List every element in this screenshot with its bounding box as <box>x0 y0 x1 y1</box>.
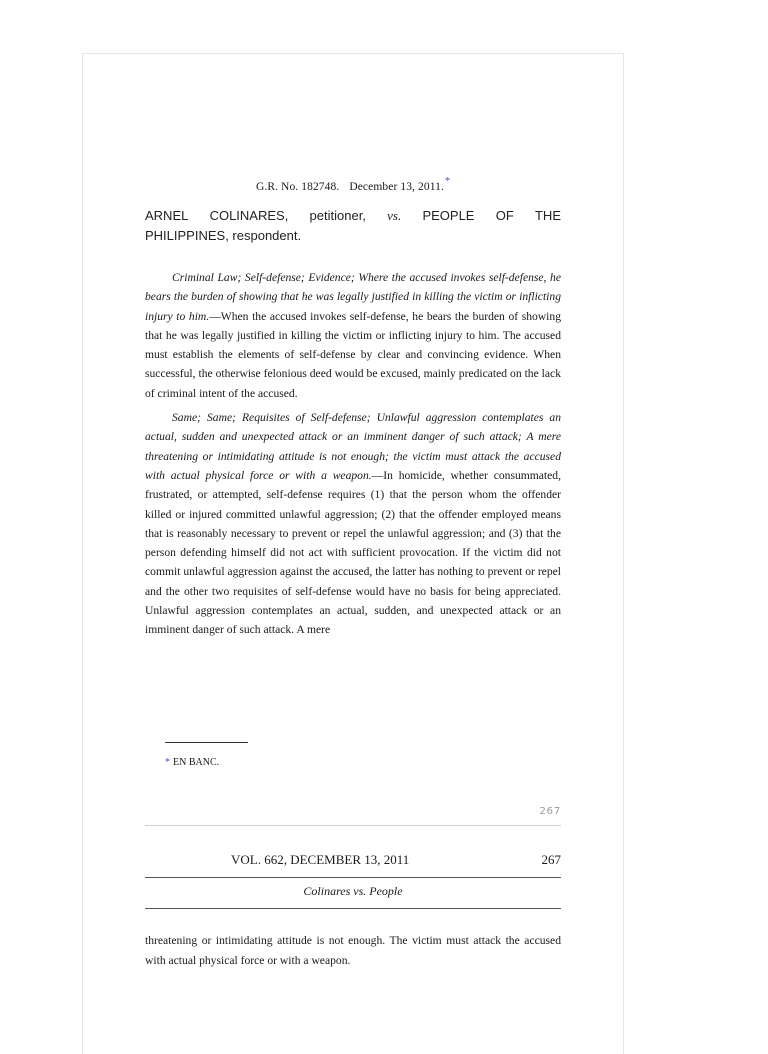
party-word: OF <box>495 208 514 223</box>
party-word: petitioner, <box>309 208 366 223</box>
case-caption <box>145 176 561 193</box>
footnote-marker-link[interactable]: * <box>444 176 451 187</box>
syllabus-paragraph-1 <box>145 268 561 403</box>
footnote-text: EN BANC. <box>173 757 220 768</box>
parties-line-1 <box>145 206 561 226</box>
syllabus-headnote: Criminal Law; Self-defense; Evidence; Where the accused invokes self-defense, he bears the burden of showing that he was legally justified in killing the victim or inflicting injury to him. <box>145 271 561 323</box>
header-rule-top <box>145 877 561 878</box>
syllabus <box>145 268 561 645</box>
footnote <box>165 757 219 768</box>
syllabus-text: —When the accused invokes self-defense, he bears the burden of showing that he was legally justified in killing the victim or inflicting injury to him. The accused must establish the elements of self-defense by clear and convincing evidence. When successful, the otherwise felonious deed would be excused, mainly predicated on the lack of criminal intent of the accused. <box>145 309 561 400</box>
party-word: ARNEL <box>145 208 189 223</box>
footnote-divider <box>165 742 248 743</box>
page-number-marker: 267 <box>539 806 561 817</box>
party-word: PEOPLE <box>422 208 475 223</box>
footnote-star-link[interactable]: * <box>165 757 170 768</box>
party-word: COLINARES, <box>209 208 289 223</box>
running-case-title: Colinares vs. People <box>303 884 403 898</box>
continuation-paragraph: threatening or intimidating attitude is not enough. The victim must attack the accused with actual physical force or with a weapon. <box>145 934 561 967</box>
header-rule-bottom <box>145 908 561 909</box>
running-page-number: 267 <box>541 852 561 867</box>
parties-line-2: PHILIPPINES, respondent. <box>145 228 302 243</box>
volume-label: VOL. 662, DECEMBER 13, 2011 <box>231 852 410 867</box>
party-word-vs: vs. <box>387 208 402 223</box>
page-break-divider <box>145 825 561 826</box>
syllabus-text: —In homicide, whether consummated, frustrated, or attempted, self-defense requires (1) that the person whom the offender killed or injured committed unlawful aggression; (2) that the offender employed means that is reasonably necessary to prevent or repel the unlawful aggression; and (3) that the person defending himself did not act with sufficient provocation. If the victim did not commit unlawful aggression against the accused, the latter has nothing to prevent or repel and the other two requisites of self-defense would have no basis for being appreciated. Unlawful aggression contemplates an actual, sudden, and unexpected attack or an imminent danger of such attack. A mere <box>145 468 561 637</box>
syllabus-paragraph-2 <box>145 408 561 640</box>
party-word: THE <box>534 208 561 223</box>
decision-date: December 13, 2011. <box>349 181 444 193</box>
syllabus-headnote: Same; Same; Requisites of Self-defense; Unlawful aggression contemplates an actual, sudden and unexpected attack or an imminent danger of such attack; A mere threatening or intimidating attitude is not enough; the victim must attack the accused with actual physical force or with a weapon. <box>145 411 561 482</box>
continuation-text <box>145 931 561 971</box>
gr-number: G.R. No. 182748. <box>255 181 340 193</box>
document-page <box>82 53 624 1054</box>
case-parties <box>145 206 561 246</box>
